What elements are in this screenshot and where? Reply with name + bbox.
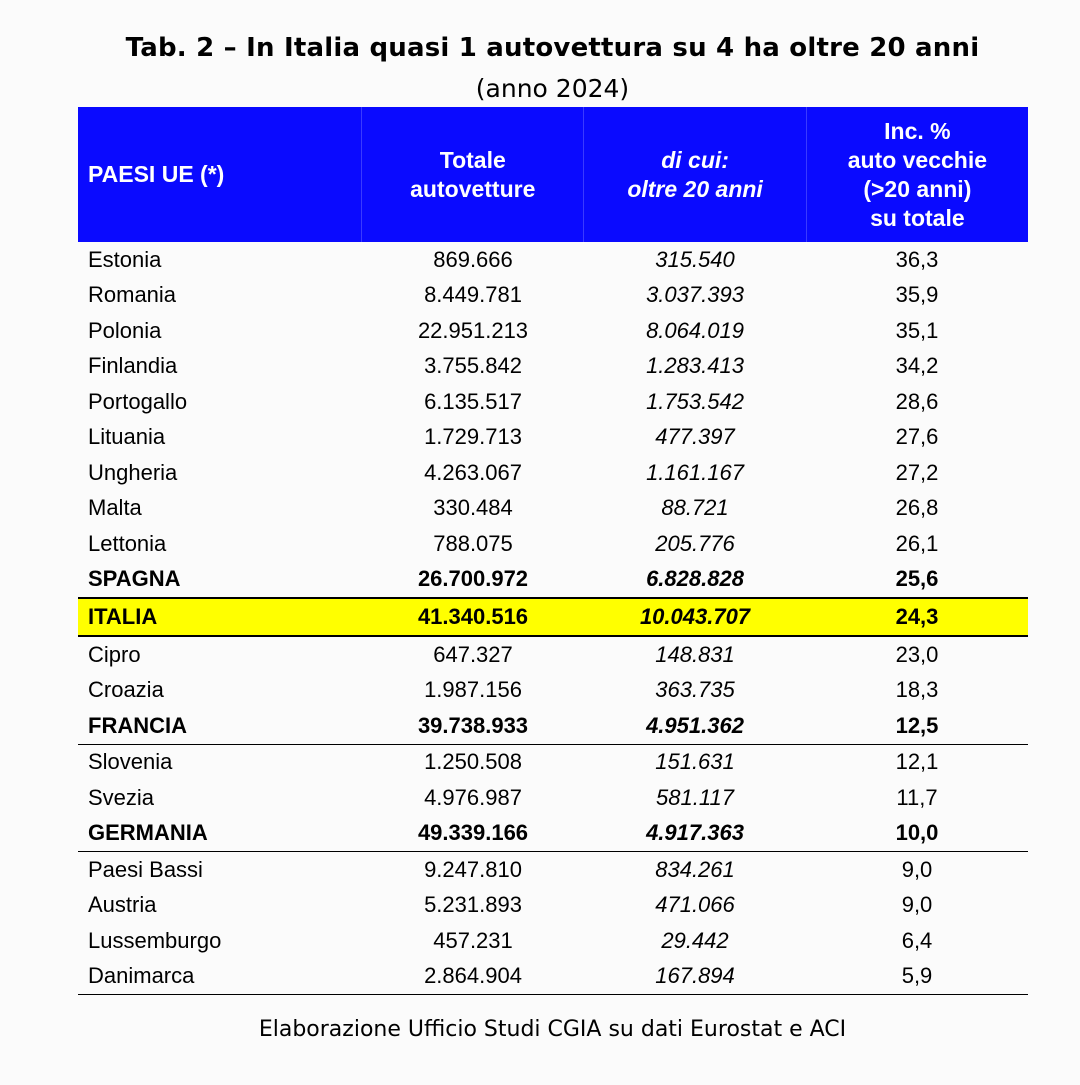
cell-country: Portogallo (88, 388, 188, 414)
cell-country: FRANCIA (88, 712, 187, 738)
cell-total: 22.951.213 (417, 317, 529, 343)
cell-country: Finlandia (88, 353, 178, 379)
cell-over20: 10.043.707 (639, 604, 751, 629)
cell-pct: 9,0 (901, 856, 933, 882)
cell-country: ITALIA (88, 604, 158, 629)
cell-total: 4.976.987 (424, 784, 522, 810)
cell-pct: 10,0 (895, 820, 939, 846)
cell-over20: 363.735 (655, 677, 735, 703)
table-row (78, 242, 1028, 278)
cell-total: 6.135.517 (424, 388, 522, 414)
table-body (78, 242, 1028, 994)
cell-over20: 29.442 (661, 927, 729, 953)
cell-pct: 26,8 (895, 495, 939, 521)
cell-over20: 6.828.828 (646, 566, 744, 592)
cell-pct: 25,6 (895, 566, 939, 592)
table-title: Tab. 2 – In Italia quasi 1 autovettura su 4 ha oltre 20 anni (125, 33, 980, 63)
table-row (78, 349, 1028, 385)
table-row (78, 745, 1028, 781)
cell-country: Ungheria (88, 459, 178, 485)
cell-country: Austria (88, 892, 157, 918)
source-note: Elaborazione Ufficio Studi CGIA su dati Eurostat e ACI (258, 1017, 847, 1042)
cell-country: Estonia (88, 246, 162, 272)
table-row (78, 597, 1028, 637)
header-country: PAESI UE (*) (88, 161, 225, 187)
cell-total: 647.327 (433, 641, 513, 667)
header-total (361, 107, 583, 242)
cell-total: 26.700.972 (417, 566, 529, 592)
cell-over20: 315.540 (655, 246, 735, 272)
cell-over20: 4.951.362 (646, 712, 744, 738)
cell-pct: 12,1 (895, 749, 939, 775)
table-bottom-rule (78, 994, 1028, 995)
header-pct-line3: (>20 anni) (863, 175, 972, 202)
cell-total: 788.075 (433, 530, 513, 556)
cell-pct: 6,4 (901, 927, 933, 953)
cell-total: 869.666 (433, 246, 513, 272)
table-row (78, 959, 1028, 995)
cell-pct: 35,1 (895, 317, 939, 343)
cell-total: 1.250.508 (424, 749, 522, 775)
table-header (78, 107, 1028, 242)
cell-over20: 581.117 (656, 784, 734, 810)
table-row (78, 852, 1028, 888)
cell-country: Lussemburgo (88, 927, 222, 953)
cell-over20: 8.064.019 (646, 317, 744, 343)
header-total-line1: Totale (439, 146, 506, 173)
cell-over20: 151.631 (655, 749, 735, 775)
table-row (78, 637, 1028, 673)
cell-total: 3.755.842 (424, 353, 522, 379)
cell-country: Romania (88, 282, 177, 308)
cell-total: 5.231.893 (424, 892, 522, 918)
cell-over20: 167.894 (655, 963, 735, 989)
cell-country: Polonia (88, 317, 162, 343)
cell-pct: 27,6 (895, 424, 939, 450)
cell-total: 41.340.516 (417, 604, 529, 629)
cell-total: 1.987.156 (424, 677, 522, 703)
cell-country: Paesi Bassi (88, 856, 203, 882)
cell-over20: 4.917.363 (646, 820, 744, 846)
cell-over20: 834.261 (655, 856, 735, 882)
cell-pct: 9,0 (901, 892, 933, 918)
cell-country: Cipro (88, 641, 141, 667)
cell-pct: 36,3 (895, 246, 939, 272)
cell-over20: 1.753.542 (646, 388, 744, 414)
table-row (78, 923, 1028, 959)
table-row (78, 420, 1028, 456)
cell-total: 49.339.166 (417, 820, 529, 846)
table-row (78, 780, 1028, 816)
table-row (78, 562, 1028, 598)
table-subtitle: (anno 2024) (475, 74, 630, 103)
cell-pct: 24,3 (895, 604, 939, 629)
cell-total: 330.484 (433, 495, 513, 521)
cell-country: Lituania (88, 424, 166, 450)
table-row (78, 673, 1028, 709)
cell-pct: 27,2 (895, 459, 939, 485)
cell-pct: 18,3 (895, 677, 939, 703)
cell-pct: 26,1 (895, 530, 939, 556)
cell-country: Danimarca (88, 963, 195, 989)
cell-country: GERMANIA (88, 820, 208, 846)
cell-over20: 88.721 (661, 495, 729, 521)
cell-over20: 477.397 (655, 424, 735, 450)
header-pct (806, 107, 1028, 242)
cell-pct: 5,9 (901, 963, 933, 989)
table-row (78, 278, 1028, 314)
cell-country: Malta (88, 495, 142, 521)
header-pct-line2: auto vecchie (847, 146, 988, 173)
header-total-line2: autovetture (410, 175, 536, 202)
table-row (78, 455, 1028, 491)
cell-pct: 11,7 (896, 784, 938, 810)
header-over20 (583, 107, 805, 242)
cell-total: 9.247.810 (424, 856, 522, 882)
cell-total: 2.864.904 (424, 963, 522, 989)
cell-over20: 1.283.413 (646, 353, 744, 379)
cell-country: Svezia (88, 784, 155, 810)
header-over20-line2: oltre 20 anni (627, 175, 763, 202)
cell-pct: 12,5 (895, 712, 939, 738)
cell-total: 39.738.933 (417, 712, 529, 738)
table-row (78, 816, 1028, 853)
table-row (78, 384, 1028, 420)
cell-total: 457.231 (433, 927, 513, 953)
table-row (78, 491, 1028, 527)
header-over20-line1: di cui: (661, 146, 729, 173)
cell-country: Croazia (88, 677, 164, 703)
cell-country: Lettonia (88, 530, 167, 556)
header-pct-line1: Inc. % (884, 117, 951, 144)
cell-pct: 35,9 (895, 282, 939, 308)
cell-country: SPAGNA (88, 566, 181, 592)
cell-pct: 34,2 (895, 353, 939, 379)
data-table (78, 107, 1028, 995)
cell-total: 4.263.067 (424, 459, 522, 485)
cell-over20: 148.831 (655, 641, 735, 667)
table-row (78, 708, 1028, 745)
cell-total: 1.729.713 (424, 424, 522, 450)
table-row (78, 526, 1028, 562)
cell-pct: 23,0 (895, 641, 939, 667)
cell-pct: 28,6 (895, 388, 939, 414)
cell-over20: 1.161.167 (646, 459, 744, 485)
cell-over20: 3.037.393 (646, 282, 744, 308)
table-row (78, 888, 1028, 924)
table-row (78, 313, 1028, 349)
header-pct-line4: su totale (870, 204, 965, 231)
cell-total: 8.449.781 (424, 282, 522, 308)
cell-over20: 471.066 (655, 892, 735, 918)
cell-country: Slovenia (88, 749, 173, 775)
cell-over20: 205.776 (655, 530, 735, 556)
